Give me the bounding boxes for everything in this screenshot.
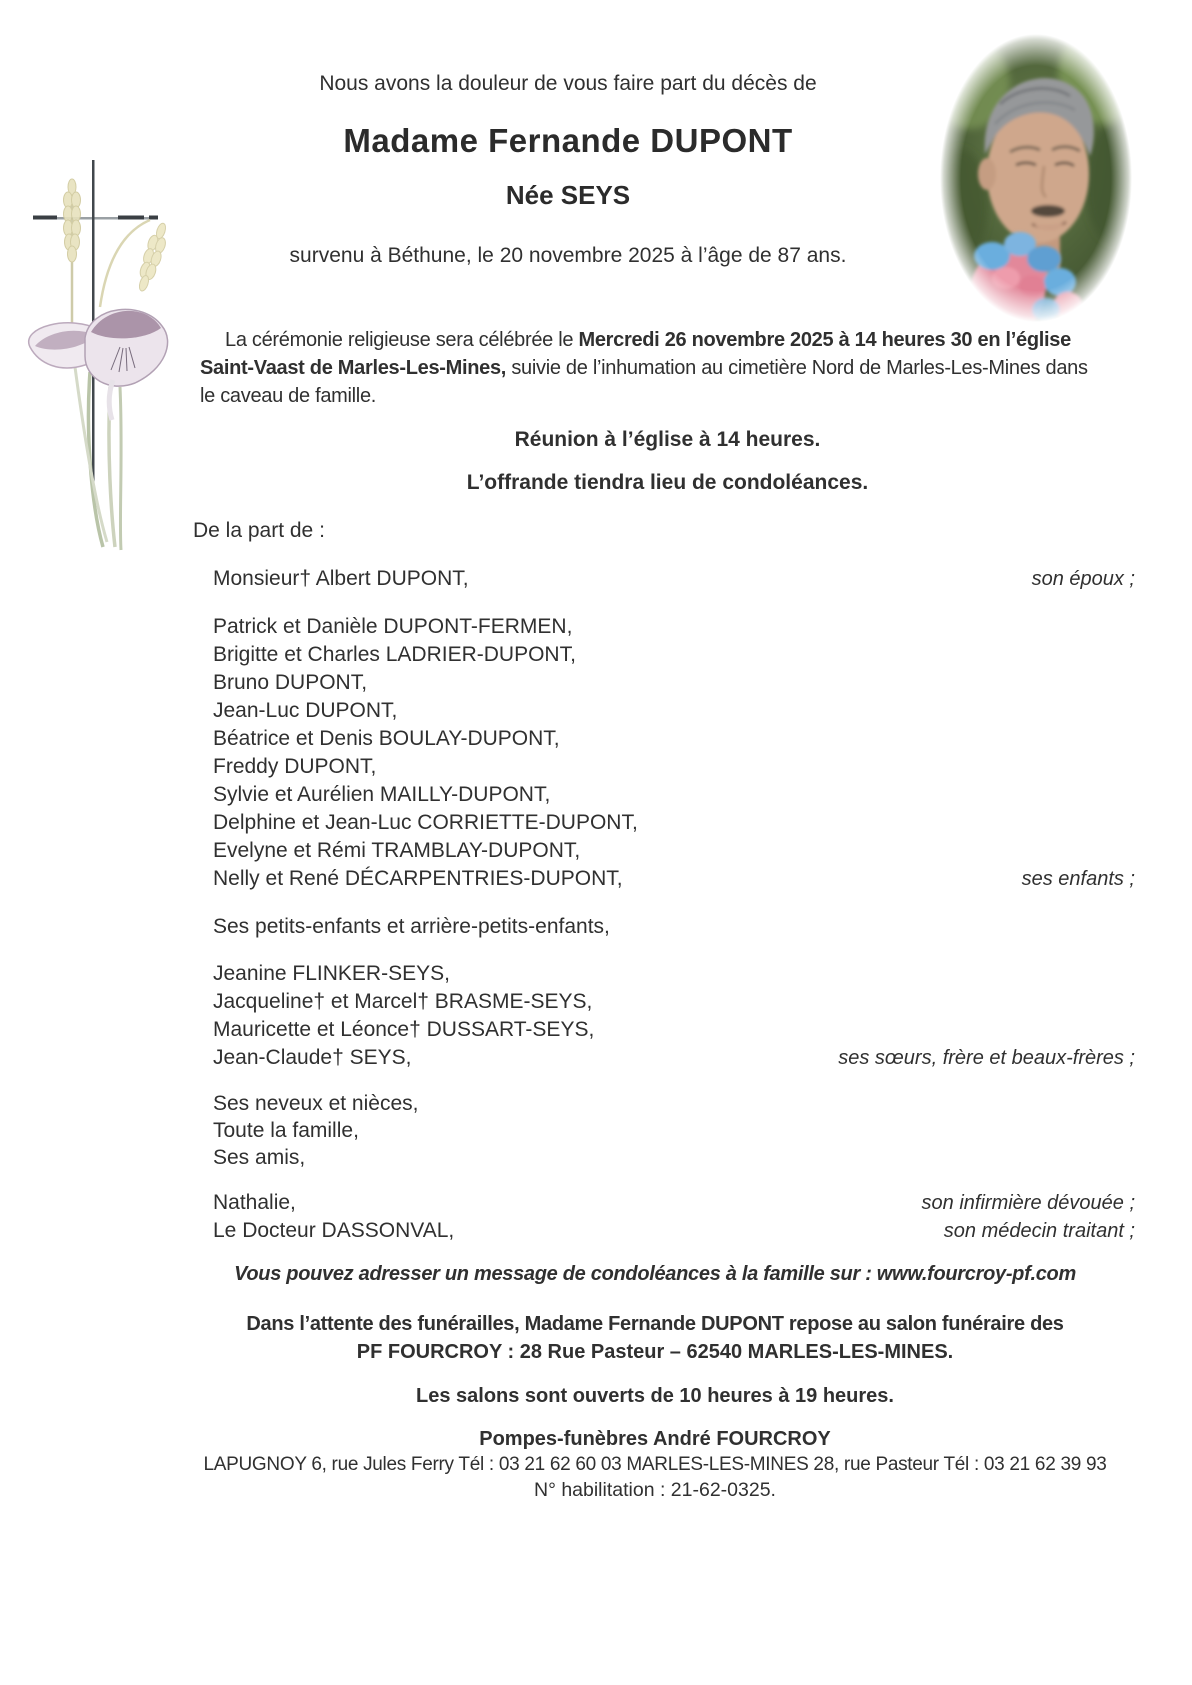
ceremony-line-2: Saint-Vaast de Marles-Les-Mines, suivie de l’inhumation au cimetière Nord de Marles-Les-Mines dans: [200, 357, 1088, 379]
grandchildren-line: [213, 915, 1135, 939]
salon-hours-line: Les salons sont ouverts de 10 heures à 19 heures.: [416, 1385, 894, 1407]
relation-label: son époux ;: [1031, 568, 1135, 590]
family-member-name: Nelly et René DÉCARPENTRIES-DUPONT,: [213, 867, 623, 890]
family-member-name: Sylvie et Aurélien MAILLY-DUPONT,: [213, 783, 551, 806]
cross-lilies-wheat-icon: [15, 142, 195, 562]
family-row-other: [213, 1146, 1135, 1170]
portrait-photo: [940, 34, 1132, 322]
repose-line-2: PF FOURCROY : 28 Rue Pasteur – 62540 MARLES-LES-MINES.: [356, 1341, 954, 1363]
family-member-name: Jean-Claude† SEYS,: [213, 1046, 412, 1069]
family-row-other: [213, 1119, 1135, 1143]
family-row-child: [213, 783, 1135, 807]
family-row-sibling: [213, 990, 1135, 1014]
family-member-name: Ses neveux et nièces,: [213, 1092, 419, 1115]
family-member-name: Delphine et Jean-Luc CORRIETTE-DUPONT,: [213, 811, 638, 834]
family-row-caregiver: [213, 1191, 1135, 1215]
relation-label: son médecin traitant ;: [943, 1220, 1135, 1242]
death-line: survenu à Béthune, le 20 novembre 2025 à l’âge de 87 ans.: [289, 244, 847, 267]
family-row-sibling: [213, 1018, 1135, 1042]
family-row-child: [213, 727, 1135, 751]
funeral-home-name: Pompes-funèbres André FOURCROY: [479, 1428, 831, 1450]
calla-lily-icon: [29, 309, 168, 550]
family-member-name: Monsieur† Albert DUPONT,: [213, 567, 469, 590]
family-member-name: Ses amis,: [213, 1146, 306, 1169]
family-row-spouse: [213, 567, 1135, 591]
cross-and-lilies-artwork: [15, 142, 195, 562]
family-row-child: [213, 839, 1135, 863]
family-member-name: Jean-Luc DUPONT,: [213, 699, 398, 722]
family-row-child: [213, 811, 1135, 835]
habilitation-number: N° habilitation : 21-62-0325.: [534, 1479, 776, 1501]
ceremony-line-3: le caveau de famille.: [200, 385, 377, 407]
ceremony-line-1: La cérémonie religieuse sera célébrée le Mercredi 26 novembre 2025 à 14 heures 30 en l’église: [225, 329, 1071, 351]
family-row-child: [213, 699, 1135, 723]
family-member-name: Jeanine FLINKER-SEYS,: [213, 962, 450, 985]
family-row-child: [213, 643, 1135, 667]
family-member-name: Toute la famille,: [213, 1119, 359, 1142]
relation-label: ses enfants ;: [1021, 868, 1135, 890]
family-member-name: Jacqueline† et Marcel† BRASME-SEYS,: [213, 990, 593, 1013]
family-row-child: [213, 867, 1135, 891]
condolence-message-line: Vous pouvez adresser un message de condoléances à la famille sur : www.fourcroy-pf.com: [234, 1263, 1076, 1285]
family-member-name: Béatrice et Denis BOULAY-DUPONT,: [213, 727, 560, 750]
family-row-sibling: [213, 1046, 1135, 1070]
family-member-name: Bruno DUPONT,: [213, 671, 368, 694]
deceased-name: Madame Fernande DUPONT: [343, 122, 793, 159]
offering-line: L’offrande tiendra lieu de condoléances.: [466, 471, 869, 494]
meeting-line: Réunion à l’église à 14 heures.: [514, 428, 821, 451]
from-label: De la part de :: [193, 519, 325, 542]
family-row-child: [213, 615, 1135, 639]
relation-label: son infirmière dévouée ;: [921, 1192, 1135, 1214]
family-member-name: Evelyne et Rémi TRAMBLAY-DUPONT,: [213, 839, 581, 862]
ceremony-paragraph: [200, 326, 1088, 410]
portrait-photo-icon: [940, 34, 1132, 322]
maiden-name: Née SEYS: [505, 180, 631, 210]
family-member-name: Ses petits-enfants et arrière-petits-enfants,: [213, 915, 610, 938]
family-member-name: Mauricette et Léonce† DUSSART-SEYS,: [213, 1018, 595, 1041]
family-row-sibling: [213, 962, 1135, 986]
funeral-home-address-line: LAPUGNOY 6, rue Jules Ferry Tél : 03 21 62 60 03 MARLES-LES-MINES 28, rue Pasteur Tél : 03 21 62 39 93: [203, 1454, 1107, 1475]
intro-line: Nous avons la douleur de vous faire part du décès de: [319, 72, 817, 95]
family-row-other: [213, 1092, 1135, 1116]
family-row-caregiver: [213, 1219, 1135, 1243]
family-member-name: Nathalie,: [213, 1191, 296, 1214]
family-member-name: Patrick et Danièle DUPONT-FERMEN,: [213, 615, 573, 638]
relation-label: ses sœurs, frère et beaux-frères ;: [838, 1047, 1135, 1069]
repose-line-1: Dans l’attente des funérailles, Madame Fernande DUPONT repose au salon funéraire des: [246, 1313, 1064, 1335]
family-member-name: Freddy DUPONT,: [213, 755, 377, 778]
family-row-child: [213, 755, 1135, 779]
family-member-name: Le Docteur DASSONVAL,: [213, 1219, 455, 1242]
family-row-child: [213, 671, 1135, 695]
family-member-name: Brigitte et Charles LADRIER-DUPONT,: [213, 643, 576, 666]
